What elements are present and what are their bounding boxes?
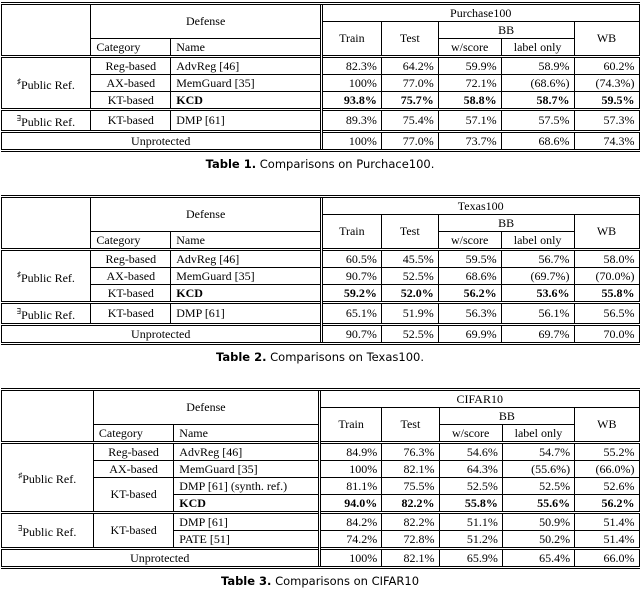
test-cell: 75.7% [381, 92, 438, 110]
header-name: Name [174, 425, 320, 443]
test-cell: 64.2% [381, 57, 438, 75]
category-cell: AX-based [91, 75, 171, 92]
results-table [1, 195, 640, 345]
test-cell: 82.2% [382, 513, 439, 531]
test-cell: 51.9% [381, 303, 438, 325]
method-name-cell: DMP [61] [171, 303, 322, 325]
labelonly-cell: 50.9% [502, 513, 574, 531]
header-wscore: w/score [439, 425, 502, 443]
wscore-cell: 58.8% [438, 92, 501, 110]
header-test: Test [381, 215, 438, 250]
train-cell: 74.2% [319, 531, 381, 549]
unprotected-label: Unprotected [1, 132, 321, 151]
public-ref-text: Public Ref. [22, 525, 77, 539]
header-name: Name [171, 39, 322, 57]
test-cell: 82.1% [382, 461, 439, 478]
table-row [1, 92, 639, 110]
table-caption [0, 574, 640, 588]
method-name-cell: AdvReg [46] [171, 57, 322, 75]
train-cell: 59.2% [321, 285, 381, 303]
test-cell: 77.0% [381, 75, 438, 92]
unprotected-row [1, 132, 639, 151]
train-cell: 100% [321, 75, 381, 92]
header-category: Category [91, 39, 171, 57]
header-name: Name [171, 232, 322, 250]
wb-cell: 51.4% [575, 513, 639, 531]
unprotected-wscore: 73.7% [438, 132, 501, 151]
table-row [1, 250, 639, 268]
ref-symbol: ∃ [18, 524, 23, 533]
labelonly-cell: 56.1% [501, 303, 574, 325]
method-name-cell: DMP [61] [174, 513, 320, 531]
header-dataset: Purchase100 [321, 4, 639, 22]
unprotected-test: 77.0% [381, 132, 438, 151]
header-dataset: Texas100 [321, 197, 639, 215]
header-bb: BB [438, 215, 574, 232]
table-row [1, 478, 639, 495]
unprotected-wscore: 69.9% [438, 325, 501, 344]
table-caption [0, 350, 640, 364]
table-row [1, 513, 639, 531]
train-cell: 81.1% [319, 478, 381, 495]
category-cell: Reg-based [91, 250, 171, 268]
category-cell: KT-based [91, 303, 171, 325]
unprotected-train: 100% [319, 549, 381, 568]
wb-cell: 58.0% [574, 250, 639, 268]
header-bb: BB [438, 22, 574, 39]
test-cell: 72.8% [382, 531, 439, 549]
comparison-table-3 [0, 388, 640, 588]
caption-text: Comparisons on CIFAR10 [275, 574, 420, 588]
unprotected-row [1, 549, 639, 568]
wscore-cell: 64.3% [439, 461, 502, 478]
public-ref-label [1, 110, 91, 132]
public-ref-text: Public Ref. [20, 77, 75, 92]
header-defense: Defense [93, 390, 319, 425]
wb-cell: 52.6% [575, 478, 639, 495]
results-table [1, 2, 640, 152]
wscore-cell: 51.2% [439, 531, 502, 549]
unprotected-labelonly: 69.7% [501, 325, 574, 344]
unprotected-test: 52.5% [381, 325, 438, 344]
method-name-cell: DMP [61] [171, 110, 322, 132]
public-ref-text: Public Ref. [22, 472, 77, 486]
labelonly-cell: 54.7% [502, 443, 574, 461]
table-caption [0, 157, 640, 171]
labelonly-cell: (69.7%) [501, 268, 574, 285]
wscore-cell: 59.5% [438, 250, 501, 268]
table-row [1, 57, 639, 75]
labelonly-cell: 57.5% [501, 110, 574, 132]
method-name-cell: KCD [174, 495, 320, 513]
category-cell: KT-based [93, 513, 173, 549]
table-row [1, 303, 639, 325]
wb-cell: (70.0%) [574, 268, 639, 285]
unprotected-label: Unprotected [1, 325, 321, 344]
labelonly-cell: 52.5% [502, 478, 574, 495]
category-cell: AX-based [93, 461, 173, 478]
test-cell: 52.0% [381, 285, 438, 303]
method-name-cell: MemGuard [35] [174, 461, 320, 478]
unprotected-wb: 74.3% [574, 132, 639, 151]
unprotected-train: 100% [321, 132, 381, 151]
header-category: Category [91, 232, 171, 250]
header-train: Train [321, 22, 381, 57]
public-ref-label [1, 513, 93, 549]
unprotected-label: Unprotected [1, 549, 319, 568]
category-cell: Reg-based [91, 57, 171, 75]
comparison-table-1 [0, 2, 640, 171]
test-cell: 82.2% [382, 495, 439, 513]
category-cell: KT-based [91, 92, 171, 110]
table-row [1, 443, 639, 461]
ref-symbol: ♯ [16, 76, 21, 86]
header-test: Test [381, 22, 438, 57]
wb-cell: 60.2% [574, 57, 639, 75]
public-ref-label [1, 250, 91, 303]
wscore-cell: 59.9% [438, 57, 501, 75]
test-cell: 75.5% [382, 478, 439, 495]
table-row [1, 268, 639, 285]
header-train: Train [319, 408, 381, 443]
caption-text: Comparisons on Purchace100. [259, 157, 435, 171]
ref-symbol: ♯ [18, 471, 23, 480]
header-category: Category [93, 425, 173, 443]
header-blank [1, 4, 91, 57]
header-labelonly: label only [501, 232, 574, 250]
method-name-cell: AdvReg [46] [171, 250, 322, 268]
ref-symbol: ∃ [16, 307, 22, 316]
wb-cell: 51.4% [575, 531, 639, 549]
wb-cell: 56.5% [574, 303, 639, 325]
table-row [1, 110, 639, 132]
wscore-cell: 56.3% [438, 303, 501, 325]
table-row [1, 285, 639, 303]
labelonly-cell: (55.6%) [502, 461, 574, 478]
category-cell: Reg-based [93, 443, 173, 461]
wscore-cell: 54.6% [439, 443, 502, 461]
wscore-cell: 51.1% [439, 513, 502, 531]
public-ref-label [1, 303, 91, 325]
wscore-cell: 56.2% [438, 285, 501, 303]
train-cell: 90.7% [321, 268, 381, 285]
header-defense: Defense [91, 4, 322, 39]
wb-cell: (66.0%) [575, 461, 639, 478]
wscore-cell: 68.6% [438, 268, 501, 285]
labelonly-cell: 50.2% [502, 531, 574, 549]
unprotected-wscore: 65.9% [439, 549, 502, 568]
category-cell: KT-based [91, 110, 171, 132]
unprotected-row [1, 325, 639, 344]
method-name-cell: AdvReg [46] [174, 443, 320, 461]
wb-cell: 59.5% [574, 92, 639, 110]
unprotected-wb: 70.0% [574, 325, 639, 344]
public-ref-text: Public Ref. [20, 270, 75, 285]
table-row [1, 75, 639, 92]
train-cell: 65.1% [321, 303, 381, 325]
train-cell: 82.3% [321, 57, 381, 75]
unprotected-train: 90.7% [321, 325, 381, 344]
train-cell: 100% [319, 461, 381, 478]
wb-cell: 57.3% [574, 110, 639, 132]
wscore-cell: 52.5% [439, 478, 502, 495]
header-labelonly: label only [501, 39, 574, 57]
caption-label: Table 2. [215, 350, 267, 364]
train-cell: 89.3% [321, 110, 381, 132]
unprotected-labelonly: 65.4% [502, 549, 574, 568]
method-name-cell: PATE [51] [174, 531, 320, 549]
method-name-cell: MemGuard [35] [171, 268, 322, 285]
labelonly-cell: 53.6% [501, 285, 574, 303]
method-name-cell: DMP [61] (synth. ref.) [174, 478, 320, 495]
train-cell: 84.9% [319, 443, 381, 461]
public-ref-text: Public Ref. [21, 115, 76, 129]
labelonly-cell: 56.7% [501, 250, 574, 268]
header-train: Train [321, 215, 381, 250]
labelonly-cell: 55.6% [502, 495, 574, 513]
labelonly-cell: 58.9% [501, 57, 574, 75]
header-blank [1, 390, 93, 443]
wscore-cell: 72.1% [438, 75, 501, 92]
train-cell: 94.0% [319, 495, 381, 513]
header-wscore: w/score [438, 39, 501, 57]
header-wb: WB [574, 215, 639, 250]
train-cell: 84.2% [319, 513, 381, 531]
category-cell: AX-based [91, 268, 171, 285]
test-cell: 76.3% [382, 443, 439, 461]
method-name-cell: KCD [171, 285, 322, 303]
labelonly-cell: 58.7% [501, 92, 574, 110]
category-cell: KT-based [91, 285, 171, 303]
method-name-cell: KCD [171, 92, 322, 110]
train-cell: 60.5% [321, 250, 381, 268]
ref-symbol: ∃ [16, 114, 22, 123]
wscore-cell: 57.1% [438, 110, 501, 132]
header-blank [1, 197, 91, 250]
wb-cell: (74.3%) [574, 75, 639, 92]
comparison-table-2 [0, 195, 640, 364]
unprotected-wb: 66.0% [575, 549, 639, 568]
header-dataset: CIFAR10 [319, 390, 639, 408]
caption-label: Table 3. [220, 574, 272, 588]
caption-text: Comparisons on Texas100. [270, 350, 424, 364]
header-wb: WB [575, 408, 639, 443]
method-name-cell: MemGuard [35] [171, 75, 322, 92]
wb-cell: 55.8% [574, 285, 639, 303]
results-table [1, 388, 640, 569]
table-row [1, 461, 639, 478]
header-test: Test [382, 408, 439, 443]
header-bb: BB [439, 408, 575, 425]
train-cell: 93.8% [321, 92, 381, 110]
test-cell: 52.5% [381, 268, 438, 285]
header-labelonly: label only [502, 425, 574, 443]
header-wb: WB [574, 22, 639, 57]
test-cell: 75.4% [381, 110, 438, 132]
wb-cell: 56.2% [575, 495, 639, 513]
public-ref-label [1, 443, 93, 513]
wb-cell: 55.2% [575, 443, 639, 461]
test-cell: 45.5% [381, 250, 438, 268]
wscore-cell: 55.8% [439, 495, 502, 513]
ref-symbol: ♯ [16, 269, 21, 279]
header-wscore: w/score [438, 232, 501, 250]
header-defense: Defense [91, 197, 322, 232]
caption-label: Table 1. [205, 157, 257, 171]
labelonly-cell: (68.6%) [501, 75, 574, 92]
public-ref-label [1, 57, 91, 110]
category-cell: KT-based [93, 478, 173, 513]
unprotected-labelonly: 68.6% [501, 132, 574, 151]
unprotected-test: 82.1% [382, 549, 439, 568]
public-ref-text: Public Ref. [21, 308, 76, 322]
